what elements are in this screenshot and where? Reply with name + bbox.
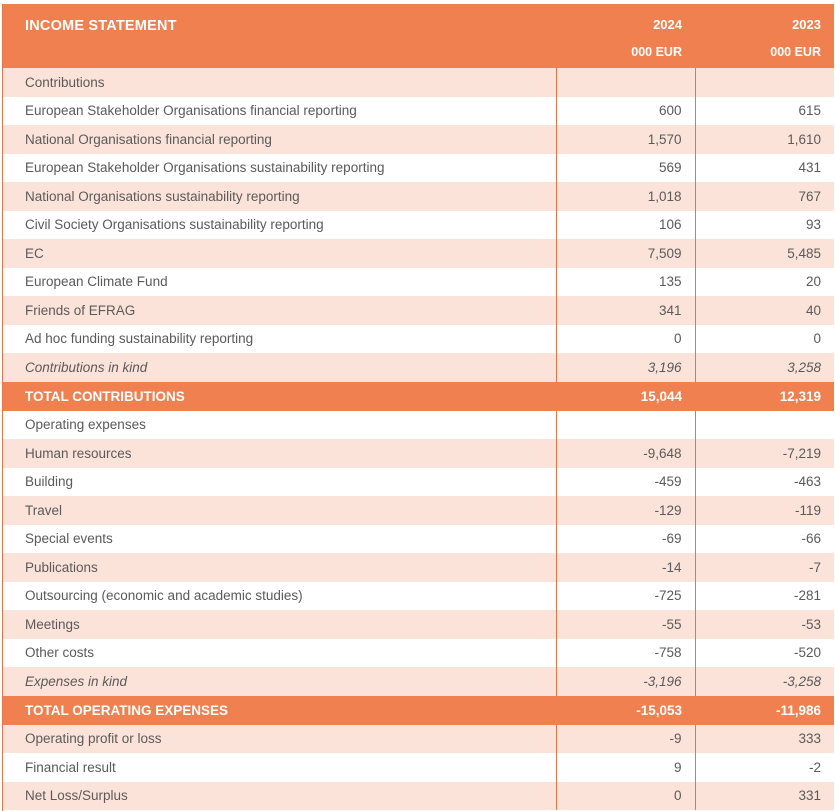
- row-value-2023: 333: [695, 725, 834, 754]
- row-label: Operating profit or loss: [3, 725, 556, 754]
- row-value-2024: [556, 68, 695, 97]
- table-row: [3, 496, 834, 525]
- row-value-2023: 431: [695, 154, 834, 183]
- row-value-2023: -3,258: [695, 667, 834, 696]
- row-value-2024: 1,018: [556, 182, 695, 211]
- column-unit-2023: 000 EUR: [770, 45, 821, 59]
- row-value-2024: 9: [556, 753, 695, 782]
- table-header: [3, 4, 834, 68]
- row-value-2023: -2: [695, 753, 834, 782]
- row-label: European Climate Fund: [3, 268, 556, 297]
- table-row: [3, 68, 834, 97]
- row-label: Contributions in kind: [3, 353, 556, 382]
- row-label: Contributions: [3, 68, 556, 97]
- row-value-2023: 767: [695, 182, 834, 211]
- table-row: [3, 610, 834, 639]
- row-value-2024: -459: [556, 468, 695, 497]
- row-label: Special events: [3, 525, 556, 554]
- row-value-2024: 7,509: [556, 239, 695, 268]
- row-value-2024: -725: [556, 582, 695, 611]
- column-year-2023: 2023: [792, 17, 821, 32]
- row-value-2023: 3,258: [695, 353, 834, 382]
- row-value-2023: 0: [695, 325, 834, 354]
- table-row: [3, 353, 834, 382]
- income-statement-table: [3, 4, 834, 810]
- row-value-2023: 615: [695, 97, 834, 126]
- table-row: [3, 154, 834, 183]
- row-label: Travel: [3, 496, 556, 525]
- row-value-2024: 0: [556, 325, 695, 354]
- row-label: Financial result: [3, 753, 556, 782]
- table-row: [3, 525, 834, 554]
- table-row: [3, 239, 834, 268]
- table-row: [3, 468, 834, 497]
- table-row: [3, 582, 834, 611]
- row-value-2024: 1,570: [556, 125, 695, 154]
- row-value-2023: 12,319: [695, 382, 834, 411]
- row-label: Human resources: [3, 439, 556, 468]
- header-row: [3, 4, 834, 68]
- column-header-2024: [556, 4, 695, 68]
- row-value-2024: -14: [556, 553, 695, 582]
- table-row: [3, 696, 834, 725]
- row-value-2023: -53: [695, 610, 834, 639]
- table-row: [3, 725, 834, 754]
- row-value-2024: -3,196: [556, 667, 695, 696]
- table-row: [3, 667, 834, 696]
- table-row: [3, 382, 834, 411]
- row-value-2023: 5,485: [695, 239, 834, 268]
- row-value-2023: -7: [695, 553, 834, 582]
- row-value-2024: 0: [556, 782, 695, 811]
- row-value-2024: 341: [556, 296, 695, 325]
- row-value-2024: -15,053: [556, 696, 695, 725]
- row-value-2023: 20: [695, 268, 834, 297]
- row-value-2023: 40: [695, 296, 834, 325]
- row-label: Friends of EFRAG: [3, 296, 556, 325]
- row-value-2023: -119: [695, 496, 834, 525]
- row-value-2023: -7,219: [695, 439, 834, 468]
- row-label: Publications: [3, 553, 556, 582]
- table-row: [3, 753, 834, 782]
- table-row: [3, 639, 834, 668]
- row-value-2023: -281: [695, 582, 834, 611]
- row-label: TOTAL OPERATING EXPENSES: [3, 696, 556, 725]
- table-row: [3, 268, 834, 297]
- row-value-2024: -55: [556, 610, 695, 639]
- column-unit-2024: 000 EUR: [631, 45, 682, 59]
- row-value-2023: -11,986: [695, 696, 834, 725]
- row-label: Other costs: [3, 639, 556, 668]
- row-value-2024: -9,648: [556, 439, 695, 468]
- row-value-2023: -463: [695, 468, 834, 497]
- column-header-2023: [695, 4, 834, 68]
- table-row: [3, 97, 834, 126]
- row-value-2024: 106: [556, 211, 695, 240]
- row-value-2024: 569: [556, 154, 695, 183]
- row-label: European Stakeholder Organisations sustainability reporting: [3, 154, 556, 183]
- row-label: Net Loss/Surplus: [3, 782, 556, 811]
- row-value-2023: -520: [695, 639, 834, 668]
- row-value-2024: 3,196: [556, 353, 695, 382]
- row-label: EC: [3, 239, 556, 268]
- row-label: European Stakeholder Organisations financial reporting: [3, 97, 556, 126]
- column-year-2024: 2024: [653, 17, 682, 32]
- row-value-2023: [695, 68, 834, 97]
- table-row: [3, 553, 834, 582]
- row-label: Operating expenses: [3, 411, 556, 440]
- row-label: Civil Society Organisations sustainability reporting: [3, 211, 556, 240]
- row-label: Meetings: [3, 610, 556, 639]
- row-value-2024: 15,044: [556, 382, 695, 411]
- row-value-2024: 135: [556, 268, 695, 297]
- table-row: [3, 296, 834, 325]
- table-row: [3, 211, 834, 240]
- table-row: [3, 782, 834, 811]
- table-row: [3, 125, 834, 154]
- row-value-2024: -9: [556, 725, 695, 754]
- row-value-2024: [556, 411, 695, 440]
- row-value-2024: -758: [556, 639, 695, 668]
- row-value-2023: -66: [695, 525, 834, 554]
- table-body: [3, 68, 834, 810]
- row-label: Expenses in kind: [3, 667, 556, 696]
- table-row: [3, 325, 834, 354]
- row-value-2024: 600: [556, 97, 695, 126]
- row-label: National Organisations financial reporting: [3, 125, 556, 154]
- table-row: [3, 411, 834, 440]
- row-value-2024: -69: [556, 525, 695, 554]
- row-label: Ad hoc funding sustainability reporting: [3, 325, 556, 354]
- table-title: INCOME STATEMENT: [3, 4, 556, 68]
- row-label: Building: [3, 468, 556, 497]
- row-value-2023: 1,610: [695, 125, 834, 154]
- row-value-2023: 93: [695, 211, 834, 240]
- row-value-2023: [695, 411, 834, 440]
- row-value-2024: -129: [556, 496, 695, 525]
- row-label: TOTAL CONTRIBUTIONS: [3, 382, 556, 411]
- row-label: Outsourcing (economic and academic studies): [3, 582, 556, 611]
- table-row: [3, 439, 834, 468]
- table-row: [3, 182, 834, 211]
- row-value-2023: 331: [695, 782, 834, 811]
- row-label: National Organisations sustainability reporting: [3, 182, 556, 211]
